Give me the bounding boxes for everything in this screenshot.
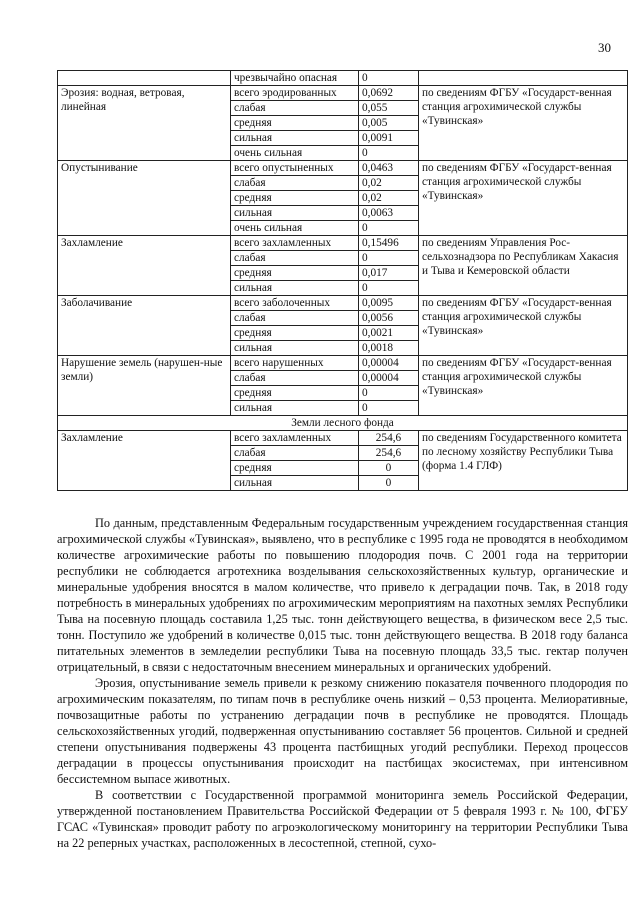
level-cell: средняя xyxy=(231,461,359,476)
source-cell: по сведениям ФГБУ «Государст-венная станция агрохимической службы «Тувинская» xyxy=(419,161,628,236)
table-row xyxy=(58,71,628,86)
paragraph: Эрозия, опустынивание земель привели к резкому снижению показателя почвенного плодородия по агрохимическим показателям, по типам почв в республике очень низкий – 0,53 процента. Мелиоративные, почвозащитные работы по устранению деградации почв в республике не проводятся. Площадь сельскохозяйственных угодий, подверженная опустыниванию составляет 56 процентов. Сильной и средней степени опустынивания подвержены 43 процента пастбищных угодий республики. Переход процессов деградации в процессы опустынивания происходит на пастбищах экосистемах, при интенсивном бессистемном выпасе животных. xyxy=(57,676,628,786)
level-cell: слабая xyxy=(231,371,359,386)
value-cell: 0,02 xyxy=(359,176,419,191)
value-cell: 0 xyxy=(359,251,419,266)
value-cell: 0,00004 xyxy=(359,356,419,371)
level-cell: всего опустыненных xyxy=(231,161,359,176)
value-cell: 0,005 xyxy=(359,116,419,131)
degradation-table xyxy=(57,70,628,491)
level-cell: слабая xyxy=(231,176,359,191)
source-cell: по сведениям Управления Рос-сельхознадзора по Республикам Хакасия и Тыва и Кемеровской области xyxy=(419,236,628,296)
value-cell: 0,0095 xyxy=(359,296,419,311)
level-cell: слабая xyxy=(231,101,359,116)
value-cell: 0,055 xyxy=(359,101,419,116)
level-cell: сильная xyxy=(231,476,359,491)
value-cell: 0,00004 xyxy=(359,371,419,386)
table-row xyxy=(58,236,628,251)
degradation-type-cell: Нарушение земель (нарушен-ные земли) xyxy=(58,356,231,416)
value-cell: 254,6 xyxy=(359,446,419,461)
level-cell: слабая xyxy=(231,311,359,326)
level-cell: всего эродированных xyxy=(231,86,359,101)
degradation-type-cell: Захламление xyxy=(58,236,231,296)
source-cell: по сведениям ФГБУ «Государст-венная станция агрохимической службы «Тувинская» xyxy=(419,296,628,356)
paragraph: В соответствии с Государственной программой мониторинга земель Российской Федерации, утвержденной постановлением Правительства Российской Федерации от 5 февраля 1993 г. № 100, ФГБУ ГСАС «Тувинская» проводит работу по агроэкологическому мониторингу на территории Республики Тыва на 22 реперных участках, расположенных в лесостепной, степной, сухо- xyxy=(57,788,628,850)
level-cell: слабая xyxy=(231,251,359,266)
body-text xyxy=(57,515,628,851)
value-cell: 0 xyxy=(359,146,419,161)
level-cell: всего захламленных xyxy=(231,236,359,251)
table-row xyxy=(58,416,628,431)
degradation-type-cell: Захламление xyxy=(58,431,231,491)
level-cell: сильная xyxy=(231,401,359,416)
level-cell: слабая xyxy=(231,446,359,461)
table-row xyxy=(58,431,628,446)
paragraph: По данным, представленным Федеральным государственным учреждением государственная станция агрохимической службы «Тувинская», выявлено, что в республике с 1995 года не проводятся в необходимом количестве агрохимические работы по повышению плодородия почв. С 2001 года на территории республики не соблюдается агротехника возделывания сельскохозяйственных культур, органические и минеральные удобрения вносятся в малом количестве, что привело к деградации почв. Так, в 2018 году потребность в минеральных удобрениях по агрохимическим мероприятиям на пахотных землях Республики Тыва на посевную площадь составила 1,25 тыс. тонн действующего вещества, в физическом весе 2,5 тыс. тонн. Поступило же удобрений в количестве 0,015 тыс. тонн действующего вещества. В 2018 году баланса питательных элементов в земледелии республики Тыва на посевную площадь 33,5 тыс. гектар получен отрицательный, в связи с недостаточным внесением минеральных и органических удобрений. xyxy=(57,516,628,674)
value-cell: 0,0021 xyxy=(359,326,419,341)
level-cell: сильная xyxy=(231,206,359,221)
level-cell: средняя xyxy=(231,191,359,206)
value-cell: 0 xyxy=(359,71,419,86)
degradation-type-cell: Заболачивание xyxy=(58,296,231,356)
level-cell: средняя xyxy=(231,266,359,281)
table-row xyxy=(58,296,628,311)
degradation-type-cell: Эрозия: водная, ветровая, линейная xyxy=(58,86,231,161)
level-cell: средняя xyxy=(231,326,359,341)
value-cell: 0 xyxy=(359,461,419,476)
value-cell: 0,017 xyxy=(359,266,419,281)
level-cell: средняя xyxy=(231,116,359,131)
source-cell: по сведениям Государственного комитета по лесному хозяйству Республики Тыва (форма 1.4 ГЛФ) xyxy=(419,431,628,491)
table-row xyxy=(58,356,628,371)
value-cell: 0,0063 xyxy=(359,206,419,221)
value-cell: 0,0463 xyxy=(359,161,419,176)
level-cell: всего заболоченных xyxy=(231,296,359,311)
level-cell: всего захламленных xyxy=(231,431,359,446)
value-cell: 0,15496 xyxy=(359,236,419,251)
value-cell: 0,0091 xyxy=(359,131,419,146)
value-cell: 0 xyxy=(359,221,419,236)
level-cell: всего нарушенных xyxy=(231,356,359,371)
page-number: 30 xyxy=(598,40,611,55)
value-cell: 0,02 xyxy=(359,191,419,206)
level-cell: сильная xyxy=(231,281,359,296)
source-cell: по сведениям ФГБУ «Государст-венная станция агрохимической службы «Тувинская» xyxy=(419,86,628,161)
level-cell: средняя xyxy=(231,386,359,401)
level-cell: очень сильная xyxy=(231,146,359,161)
value-cell: 0 xyxy=(359,281,419,296)
value-cell: 0,0692 xyxy=(359,86,419,101)
level-cell: очень сильная xyxy=(231,221,359,236)
level-cell: сильная xyxy=(231,341,359,356)
table-row xyxy=(58,161,628,176)
source-cell xyxy=(419,71,628,86)
value-cell: 0 xyxy=(359,476,419,491)
value-cell: 0,0018 xyxy=(359,341,419,356)
value-cell: 0,0056 xyxy=(359,311,419,326)
value-cell: 0 xyxy=(359,401,419,416)
level-cell: сильная xyxy=(231,131,359,146)
section-heading-cell: Земли лесного фонда xyxy=(58,416,628,431)
value-cell: 0 xyxy=(359,386,419,401)
table-row xyxy=(58,86,628,101)
type-cell xyxy=(58,71,231,86)
degradation-type-cell: Опустынивание xyxy=(58,161,231,236)
value-cell: 254,6 xyxy=(359,431,419,446)
source-cell: по сведениям ФГБУ «Государст-венная станция агрохимической службы «Тувинская» xyxy=(419,356,628,416)
level-cell: чрезвычайно опасная xyxy=(231,71,359,86)
